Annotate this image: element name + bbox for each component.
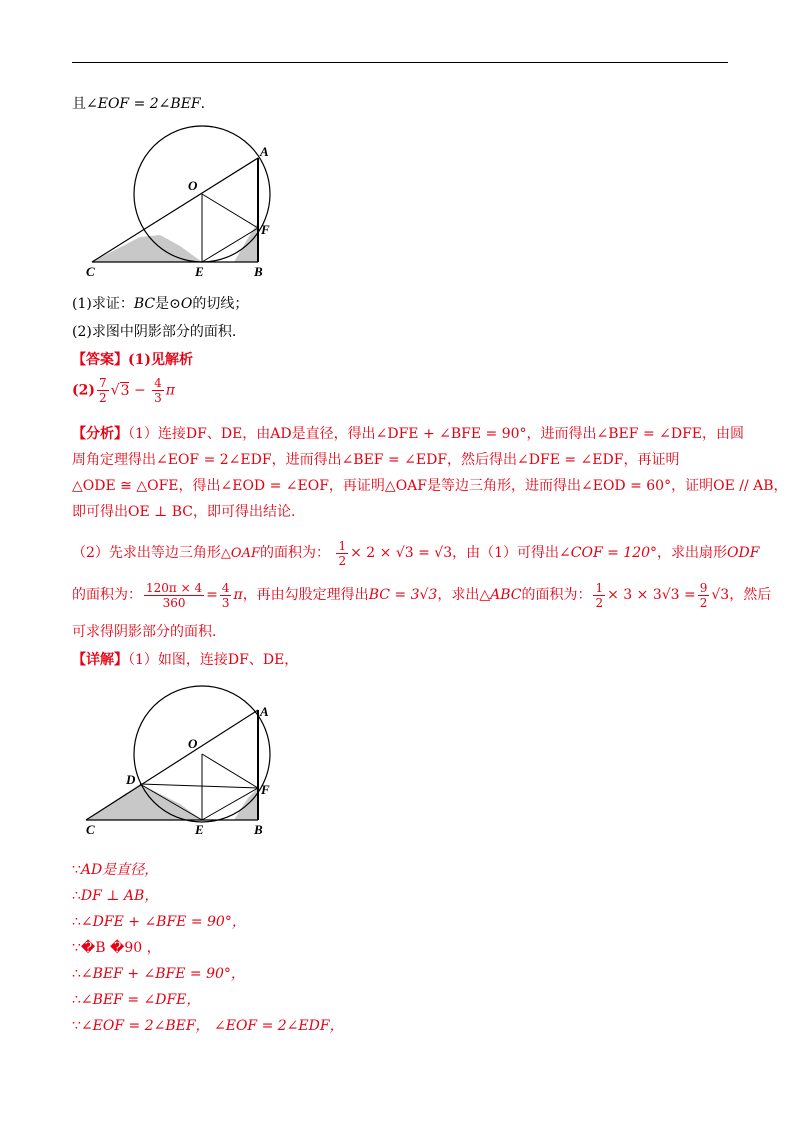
analysis-2-line-1: （2）先求出等边三角形△OAF的面积为： $\frac{1}{2}$ × 2 × √3 = √3，由（1）可得出∠COF = 120°，求出扇形ODF xyxy=(72,538,760,568)
label-a: A xyxy=(260,704,269,719)
answer-line: 【答案】(1)见解析 xyxy=(72,352,193,368)
analysis-line-4: 即可得出OE ⊥ BC，即可得出结论. xyxy=(72,504,296,520)
figure-2 xyxy=(80,680,290,840)
label-o: O xyxy=(188,178,198,193)
question-1: (1)求证：BC是⊙O的切线； xyxy=(72,296,249,312)
shaded-region-left xyxy=(92,235,202,262)
step-5: ∴∠BEF + ∠BFE = 90°， xyxy=(72,966,245,982)
question-2: (2)求图中阴影部分的面积. xyxy=(72,324,237,340)
analysis-2-line-2: 的面积为： $\frac{120\pi \times 4}{360}$ = $\frac{4}{3}$ π，再由勾股定理得出BC = 3√3，求出△ABC的面积为： $\frac{1}{2}$ × 3 × 3√3 = $\frac{9}{2}$ √3，然后 xyxy=(72,580,772,610)
label-f: F xyxy=(261,222,270,237)
analysis-2-line-3: 可求得阴影部分的面积. xyxy=(72,624,217,640)
shaded-region-right xyxy=(234,222,258,262)
answer-2: (2) $\frac{7}{2}$ √3 − $\frac{4}{3}$ π xyxy=(72,376,175,405)
label-a: A xyxy=(260,144,269,159)
step-4: ∵�B �90 ， xyxy=(72,940,161,956)
shaded-region-right xyxy=(234,788,258,820)
step-6: ∴∠BEF = ∠DFE， xyxy=(72,992,201,1008)
label-e: E xyxy=(195,264,204,279)
detail-heading: 【详解】（1）如图，连接DF、DE， xyxy=(72,652,299,668)
figure-1 xyxy=(80,122,290,282)
step-7: ∵∠EOF = 2∠BEF， ∠EOF = 2∠EDF， xyxy=(72,1018,344,1034)
label-e: E xyxy=(195,822,204,837)
label-c: C xyxy=(86,822,95,837)
header-rule xyxy=(72,62,728,63)
analysis-line-2: 周角定理得出∠EOF = 2∠EDF，进而得出∠BEF = ∠EDF，然后得出∠DFE = ∠EDF，再证明 xyxy=(72,452,680,468)
analysis-line-3: △ODE ≅ △OFE，得出∠EOD = ∠EOF，再证明△OAF是等边三角形，进而得出∠EOD = 60°，证明OE // AB， xyxy=(72,478,788,494)
label-o: O xyxy=(188,736,198,751)
step-2: ∴DF ⊥ AB， xyxy=(72,888,159,904)
analysis-line-1: 【分析】（1）连接DF、DE，由AD是直径，得出∠DFE + ∠BFE = 90°，进而得出∠BEF = ∠DFE，由圆 xyxy=(72,426,745,442)
label-c: C xyxy=(86,264,95,279)
label-f: F xyxy=(261,782,270,797)
label-d: D xyxy=(126,772,136,787)
step-1: ∵AD是直径， xyxy=(72,862,159,878)
given-condition: 且∠EOF = 2∠BEF. xyxy=(72,96,206,112)
step-3: ∴∠DFE + ∠BFE = 90°， xyxy=(72,914,246,930)
label-b: B xyxy=(254,822,263,837)
label-b: B xyxy=(254,264,263,279)
